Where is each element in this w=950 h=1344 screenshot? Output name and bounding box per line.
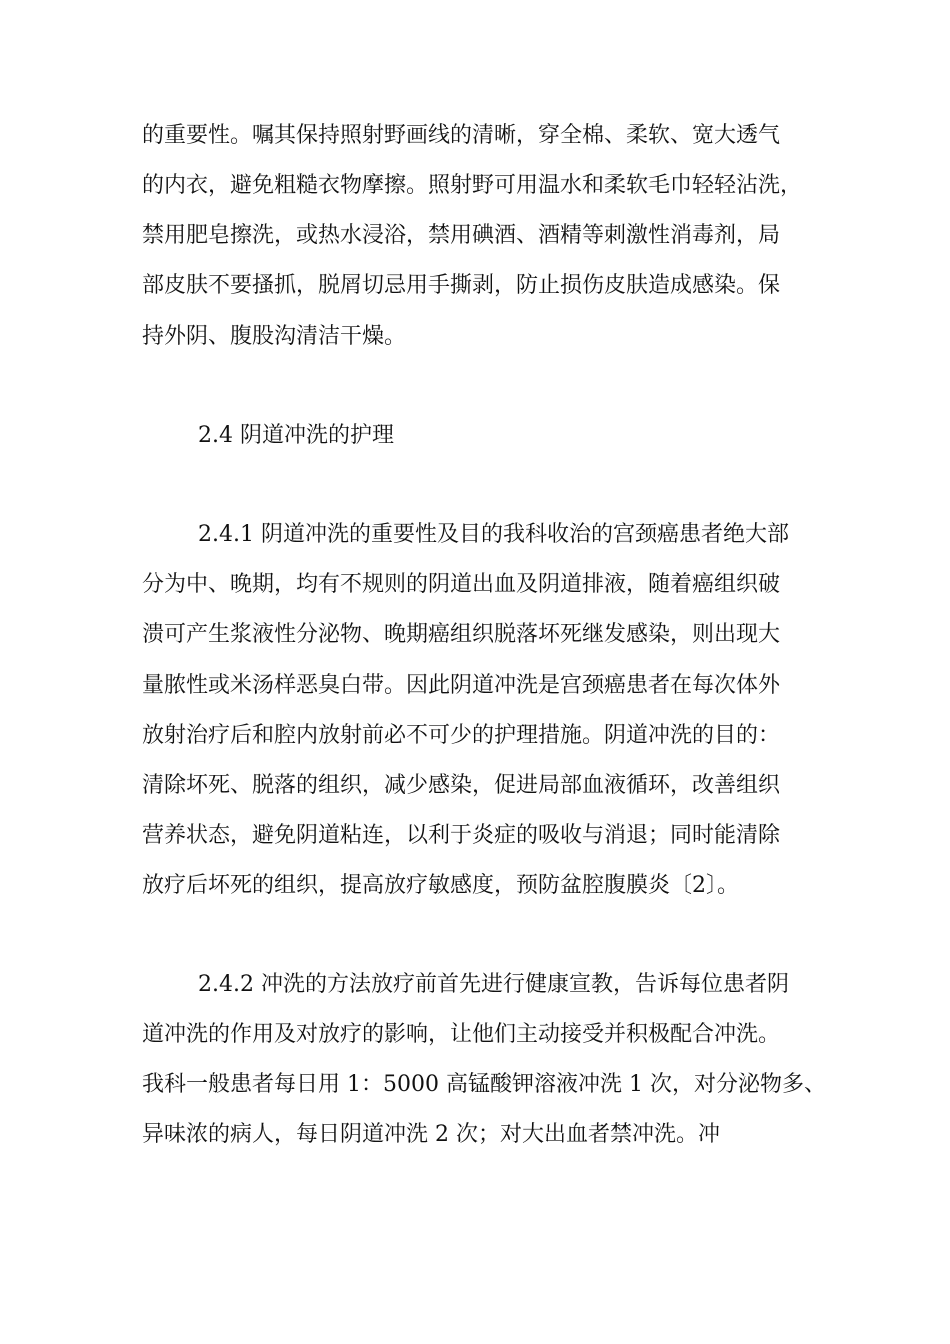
section-heading: 2.4 阴道冲洗的护理 <box>198 423 394 448</box>
paragraph-2-line-3: 溃可产生浆液性分泌物、晚期癌组织脱落坏死继发感染，则出现大 <box>142 622 781 647</box>
paragraph-1-line-5: 持外阴、腹股沟清洁干燥。 <box>142 324 407 349</box>
paragraph-1-line-4: 部皮肤不要搔抓，脱屑切忌用手撕剥，防止损伤皮肤造成感染。保 <box>142 273 781 298</box>
paragraph-2-line-7: 营养状态，避免阴道粘连，以利于炎症的吸收与消退；同时能清除 <box>142 823 781 848</box>
paragraph-3-line-1: 2.4.2 冲洗的方法放疗前首先进行健康宣教，告诉每位患者阴 <box>198 972 789 997</box>
paragraph-2-line-5: 放射治疗后和腔内放射前必不可少的护理措施。阴道冲洗的目的： <box>142 723 781 748</box>
paragraph-1-line-2: 的内衣，避免粗糙衣物摩擦。照射野可用温水和柔软毛巾轻轻沾洗， <box>142 173 803 198</box>
paragraph-3-line-4: 异味浓的病人，每日阴道冲洗 2 次；对大出血者禁冲洗。冲 <box>142 1122 720 1147</box>
paragraph-1-line-1: 的重要性。嘱其保持照射野画线的清晰，穿全棉、柔软、宽大透气 <box>142 123 781 148</box>
paragraph-2-line-6: 清除坏死、脱落的组织，减少感染，促进局部血液循环，改善组织 <box>142 773 781 798</box>
paragraph-1-line-3: 禁用肥皂擦洗，或热水浸浴，禁用碘酒、酒精等刺激性消毒剂，局 <box>142 223 781 248</box>
paragraph-2-line-4: 量脓性或米汤样恶臭白带。因此阴道冲洗是宫颈癌患者在每次体外 <box>142 673 781 698</box>
paragraph-3-line-2: 道冲洗的作用及对放疗的影响，让他们主动接受并积极配合冲洗。 <box>142 1022 781 1047</box>
paragraph-3-line-3: 我科一般患者每日用 1：5000 高锰酸钾溶液冲洗 1 次，对分泌物多、 <box>142 1072 826 1097</box>
paragraph-2-line-8: 放疗后坏死的组织，提高放疗敏感度，预防盆腔腹膜炎〔2〕。 <box>142 873 739 898</box>
paragraph-2-line-1: 2.4.1 阴道冲洗的重要性及目的我科收治的宫颈癌患者绝大部 <box>198 522 789 547</box>
paragraph-2-line-2: 分为中、晚期，均有不规则的阴道出血及阴道排液，随着癌组织破 <box>142 572 781 597</box>
